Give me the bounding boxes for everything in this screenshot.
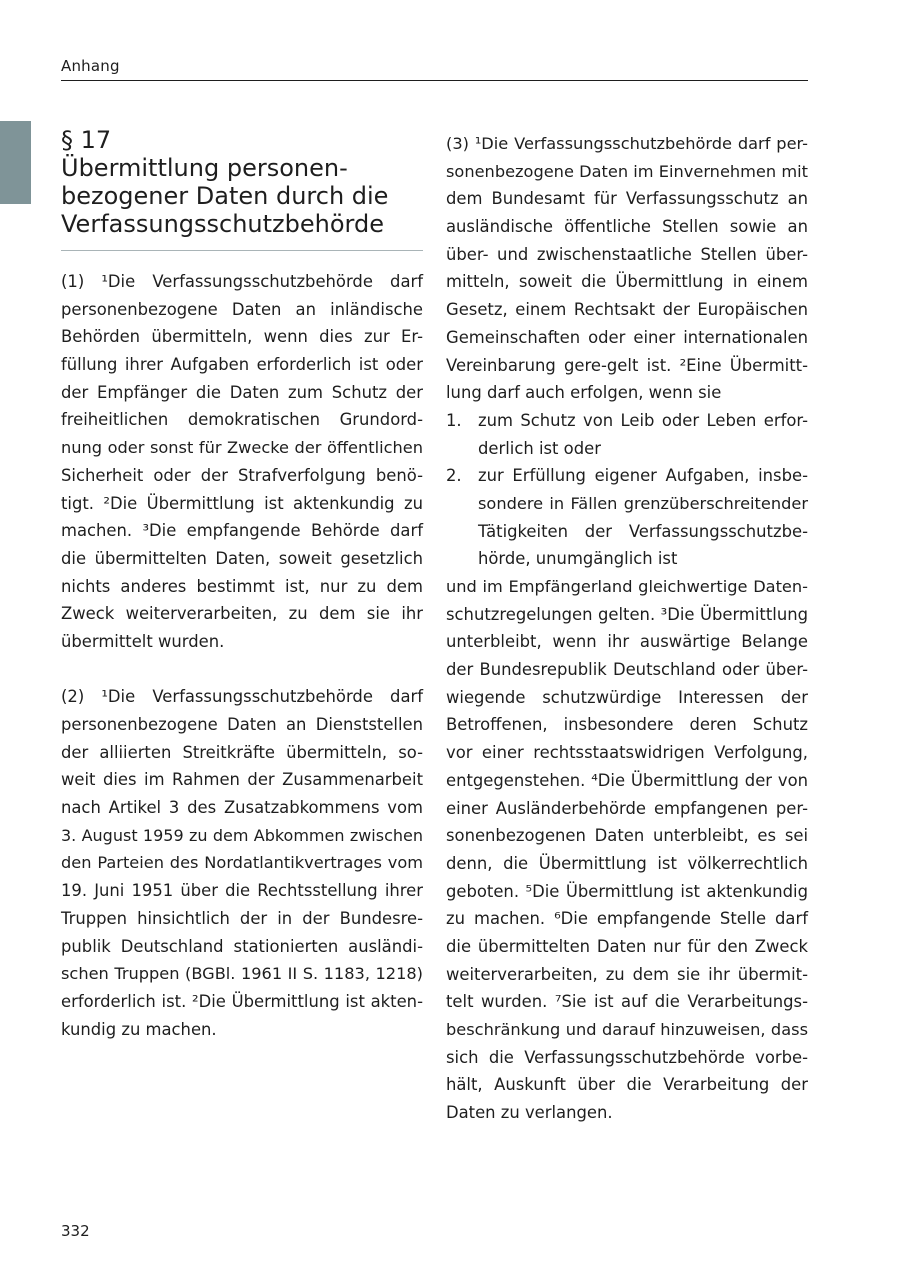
text-line: einer Ausländerbehörde empfangenen per- xyxy=(446,798,808,818)
list-number: 2. xyxy=(446,466,462,486)
page-number: 332 xyxy=(61,1222,90,1240)
text-line: Vereinbarung gere-gelt ist. ²Eine Übermitt- xyxy=(446,355,808,375)
text-line: über- und zwischenstaatliche Stellen über- xyxy=(446,244,808,264)
text-line: nichts anderes bestimmt ist, nur zu dem xyxy=(61,576,423,596)
text-line: mitteln, soweit die Übermittlung in einem xyxy=(446,272,808,292)
text-line: weit dies im Rahmen der Zusammenarbeit xyxy=(61,770,423,790)
paragraph-gap xyxy=(61,656,423,684)
section-title-line: Verfassungsschutzbehörde xyxy=(61,210,384,238)
text-line: sondere in Fällen grenzüberschreitender xyxy=(478,493,808,513)
text-line: (2) ¹Die Verfassungsschutzbehörde darf xyxy=(61,687,423,707)
header-rule xyxy=(61,80,808,81)
text-line: beschränkung und darauf hinzuweisen, dass xyxy=(446,1020,808,1039)
list-item xyxy=(446,462,808,573)
text-line: dem Bundesamt für Verfassungsschutz an xyxy=(446,189,808,209)
text-line: 19. Juni 1951 über die Rechtsstellung ihrer xyxy=(61,881,423,901)
text-line: Betroffenen, insbesondere deren Schutz xyxy=(446,715,808,735)
text-line: vor einer rechtsstaatswidrigen Verfolgung, xyxy=(446,743,808,763)
text-line: der Empfänger die Daten zum Schutz der xyxy=(61,382,423,402)
text-line: zum Schutz von Leib oder Leben erfor- xyxy=(478,410,808,430)
right-column xyxy=(446,130,808,1127)
text-line: unterbleibt, wenn ihr auswärtige Belange xyxy=(446,632,808,652)
running-header: Anhang xyxy=(61,57,120,75)
text-line: hörde, unumgänglich ist xyxy=(478,549,678,569)
paragraph-2 xyxy=(61,683,423,1043)
list-number: 1. xyxy=(446,410,462,430)
text-line: publik Deutschland stationierten ausländi- xyxy=(61,936,423,956)
text-line: kundig zu machen. xyxy=(61,1019,217,1039)
text-line: schen Truppen (BGBl. 1961 II S. 1183, 1218) xyxy=(61,964,423,984)
text-line: entgegenstehen. ⁴Die Übermittlung der von xyxy=(446,770,808,790)
section-title-line: Übermittlung personen- xyxy=(61,154,348,182)
text-line: sonenbezogene Daten im Einvernehmen mit xyxy=(446,161,808,181)
text-line: ausländische öffentliche Stellen sowie an xyxy=(446,217,808,237)
heading-rule xyxy=(61,250,423,251)
text-line: der Bundesrepublik Deutschland oder über- xyxy=(446,660,808,680)
text-line: erforderlich ist. ²Die Übermittlung ist akten- xyxy=(61,991,423,1011)
text-line: geboten. ⁵Die Übermittlung ist aktenkundig xyxy=(446,881,808,901)
text-line: tigt. ²Die Übermittlung ist aktenkundig zu xyxy=(61,493,423,513)
text-line: sonenbezogenen Daten unterbleibt, es sei xyxy=(446,826,808,846)
text-line: hält, Auskunft über die Verarbeitung der xyxy=(446,1075,808,1095)
text-line: lung darf auch erfolgen, wenn sie xyxy=(446,383,722,403)
section-title-line: bezogener Daten durch die xyxy=(61,182,389,210)
text-line: telt wurden. ⁷Sie ist auf die Verarbeitungs- xyxy=(446,992,808,1012)
paragraph-3-intro xyxy=(446,130,808,407)
text-line: Tätigkeiten der Verfassungsschutzbe- xyxy=(478,521,808,541)
text-line: Daten zu verlangen. xyxy=(446,1103,613,1123)
text-line: der alliierten Streitkräfte übermitteln, so- xyxy=(61,742,423,762)
text-line: machen. ³Die empfangende Behörde darf xyxy=(61,521,423,541)
text-line: 3. August 1959 zu dem Abkommen zwischen xyxy=(61,825,423,845)
text-line: denn, die Übermittlung ist völkerrechtlich xyxy=(446,853,808,873)
list-item xyxy=(446,407,808,462)
text-line: wiegende schutzwürdige Interessen der xyxy=(446,687,808,707)
chapter-side-tab xyxy=(0,121,31,204)
text-line: den Parteien des Nordatlantikvertrages vom xyxy=(61,853,423,873)
text-line: nung oder sonst für Zwecke der öffentlichen xyxy=(61,438,423,458)
text-line: personenbezogene Daten an Dienststellen xyxy=(61,715,423,734)
text-line: schutzregelungen gelten. ³Die Übermittlung xyxy=(446,604,808,624)
paragraph-3-rest xyxy=(446,573,808,1127)
text-line: (3) ¹Die Verfassungsschutzbehörde darf per- xyxy=(446,134,808,153)
text-line: derlich ist oder xyxy=(478,438,601,458)
section-number: § 17 xyxy=(61,126,112,154)
text-line: zur Erfüllung eigener Aufgaben, insbe- xyxy=(478,466,808,486)
text-line: weiterverarbeiten, zu dem sie ihr übermit- xyxy=(446,964,808,984)
text-line: Truppen hinsichtlich der in der Bundesre- xyxy=(61,908,423,928)
text-line: Gesetz, einem Rechtsakt der Europäischen xyxy=(446,300,808,320)
text-line: personenbezogene Daten an inländische xyxy=(61,299,423,319)
text-line: nach Artikel 3 des Zusatzabkommens vom xyxy=(61,798,423,818)
text-line: (1) ¹Die Verfassungsschutzbehörde darf xyxy=(61,272,423,291)
text-line: füllung ihrer Aufgaben erforderlich ist oder xyxy=(61,355,423,375)
left-column xyxy=(61,268,423,1043)
text-line: die übermittelten Daten, soweit gesetzlich xyxy=(61,548,423,568)
text-line: Zweck weiterverarbeiten, zu dem sie ihr xyxy=(61,604,423,624)
text-line: Gemeinschaften oder einer internationalen xyxy=(446,327,808,347)
text-line: und im Empfängerland gleichwertige Daten- xyxy=(446,577,808,596)
text-line: Sicherheit oder der Strafverfolgung benö- xyxy=(61,465,423,485)
text-line: Behörden übermitteln, wenn dies zur Er- xyxy=(61,327,423,347)
text-line: übermittelt wurden. xyxy=(61,631,225,651)
text-line: freiheitlichen demokratischen Grundord- xyxy=(61,410,423,430)
text-line: zu machen. ⁶Die empfangende Stelle darf xyxy=(446,909,808,929)
text-line: sich die Verfassungsschutzbehörde vorbe- xyxy=(446,1047,808,1067)
section-heading xyxy=(61,126,423,238)
text-line: die übermittelten Daten nur für den Zweck xyxy=(446,936,808,956)
paragraph-1 xyxy=(61,268,423,656)
